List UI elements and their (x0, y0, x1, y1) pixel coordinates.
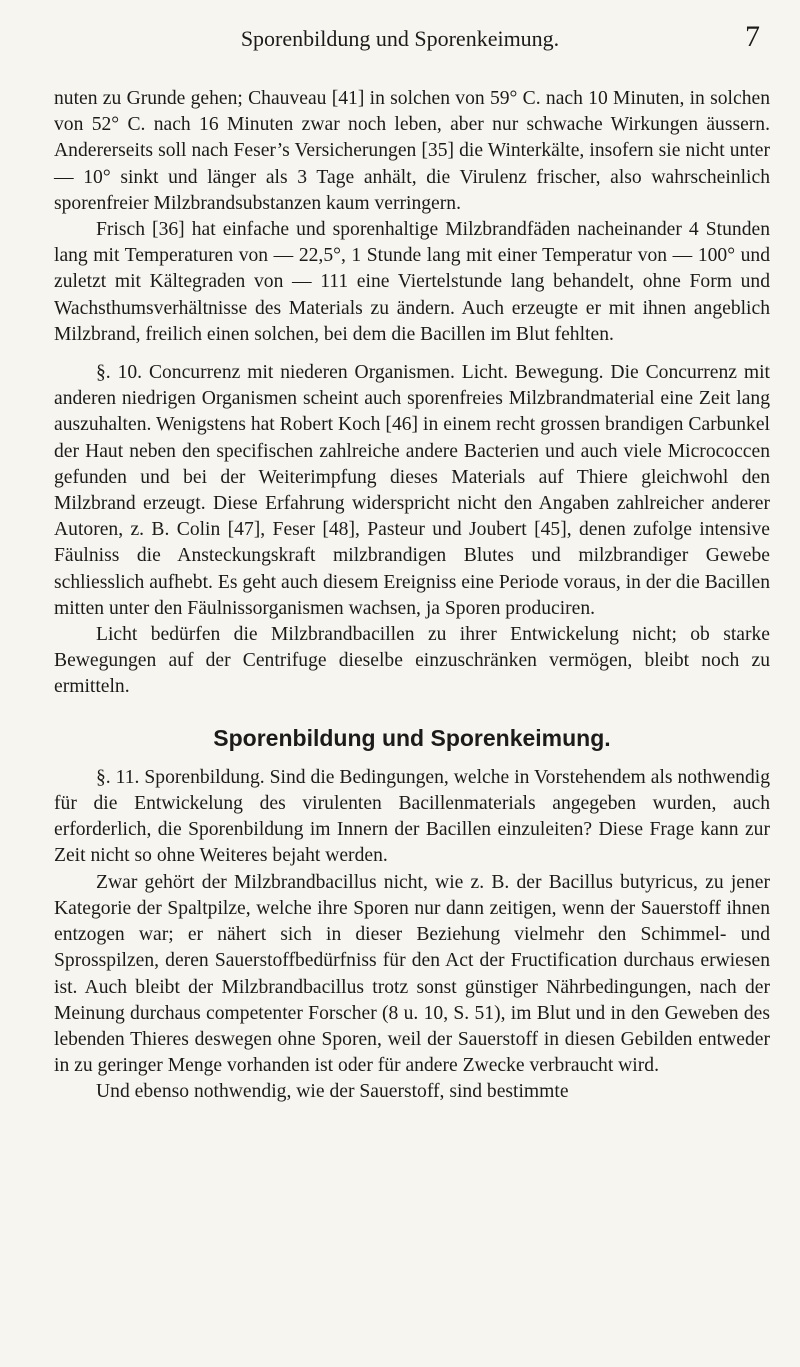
paragraph-7: Und ebenso nothwendig, wie der Sauerstoff, sind bestimmte (96, 1081, 569, 1103)
paragraph-6: Zwar gehört der Milzbrandbacillus nicht, wie z. B. der Bacillus butyricus, zu jener Kategorie der Spaltpilze, welche ihre Sporen nur dann zeitigen, wenn der Sauerstoff ihnen entzogen war; er nähert sich in dieser Beziehung vielmehr den Schimmel- und Sprosspilzen, deren Sauerstoffbedürfniss für den Act der Fructification durchaus erwiesen ist. Auch bleibt der Milzbrandbacillus trotz sonst günstiger Nährbedingungen, nach der Meinung durchaus competenter Forscher (8 u. 10, S. 51), im Blut und in den Geweben des lebenden Thieres deswegen ohne Sporen, weil der Sauerstoff in diesen Gebilden entweder in zu geringer Menge vorhanden ist oder für andere Zwecke verbraucht wird. (54, 871, 770, 1077)
paragraph-2: Frisch [36] hat einfache und sporenhaltige Milzbrandfäden nacheinander 4 Stunden lang mit Temperaturen von — 22,5°, 1 Stunde lang mit einer Temperatur von — 100° und zuletzt mit Kältegraden von — 111 eine Viertelstunde lang behandelt, ohne Form und Wachsthumsverhältnisse des Materials zu ändern. Auch erzeugte er mit ihnen angeblich Milzbrand, freilich einen solchen, bei dem die Bacillen im Blut fehlten. (54, 219, 770, 345)
page-number: 7 (745, 20, 760, 53)
paragraph-1: nuten zu Grunde gehen; Chauveau [41] in solchen von 59° C. nach 10 Minuten, in solchen von 52° C. nach 16 Minuten zwar noch leben, aber nur schwache Wirkungen äussern. Andererseits soll nach Feser’s Versicherungen [35] die Winterkälte, insofern sie nicht unter — 10° sinkt und länger als 3 Tage anhält, die Virulenz frischer, also wahrscheinlich sporenfreier Milzbrandsubstanzen kaum verringern. (54, 88, 770, 214)
section-heading: Sporenbildung und Sporenkeimung. (213, 724, 611, 751)
running-title: Sporenbildung und Sporenkeimung. (240, 26, 560, 51)
paragraph-section-10: §. 10. Concurrenz mit niederen Organismen. Licht. Bewegung. Die Concurrenz mit anderen niedrigen Organismen scheint auch sporenfreies Milzbrandmaterial eine Zeit lang auszuhalten. Wenigstens hat Robert Koch [46] in einem recht grossen brandigen Carbunkel der Haut neben den specifischen zahlreiche andere Bacterien und auch viele Micrococcen gefunden und bei der Weiterimpfung dieses Materials auf Thiere gleichwohl den Milzbrand erzeugt. Diese Erfahrung widerspricht nicht den Angaben zahlreicher anderer Autoren, z. B. Colin [47], Feser [48], Pasteur und Joubert [45], denen zufolge intensive Fäulniss die Ansteckungskraft milzbrandigen Blutes und milzbrandiger Gewebe schliesslich aufhebt. Es geht auch diesem Ereigniss eine Periode voraus, in der die Bacillen mitten unter den Fäulnissorganismen wachsen, ja Sporen produciren. (54, 362, 770, 619)
paragraph-section-11: §. 11. Sporenbildung. Sind die Bedingungen, welche in Vorstehendem als nothwendig für die Entwickelung des virulenten Bacillenmaterials angegeben wurden, auch erforderlich, die Sporenbildung im Innern der Bacillen einzuleiten? Diese Frage kann zur Zeit nicht so ohne Weiteres bejaht werden. (54, 766, 770, 867)
paragraph-4: Licht bedürfen die Milzbrandbacillen zu ihrer Entwickelung nicht; ob starke Bewegungen auf der Centrifuge dieselbe einzuschränken vermögen, bleibt noch zu ermitteln. (54, 624, 770, 698)
page-body (54, 86, 770, 1106)
